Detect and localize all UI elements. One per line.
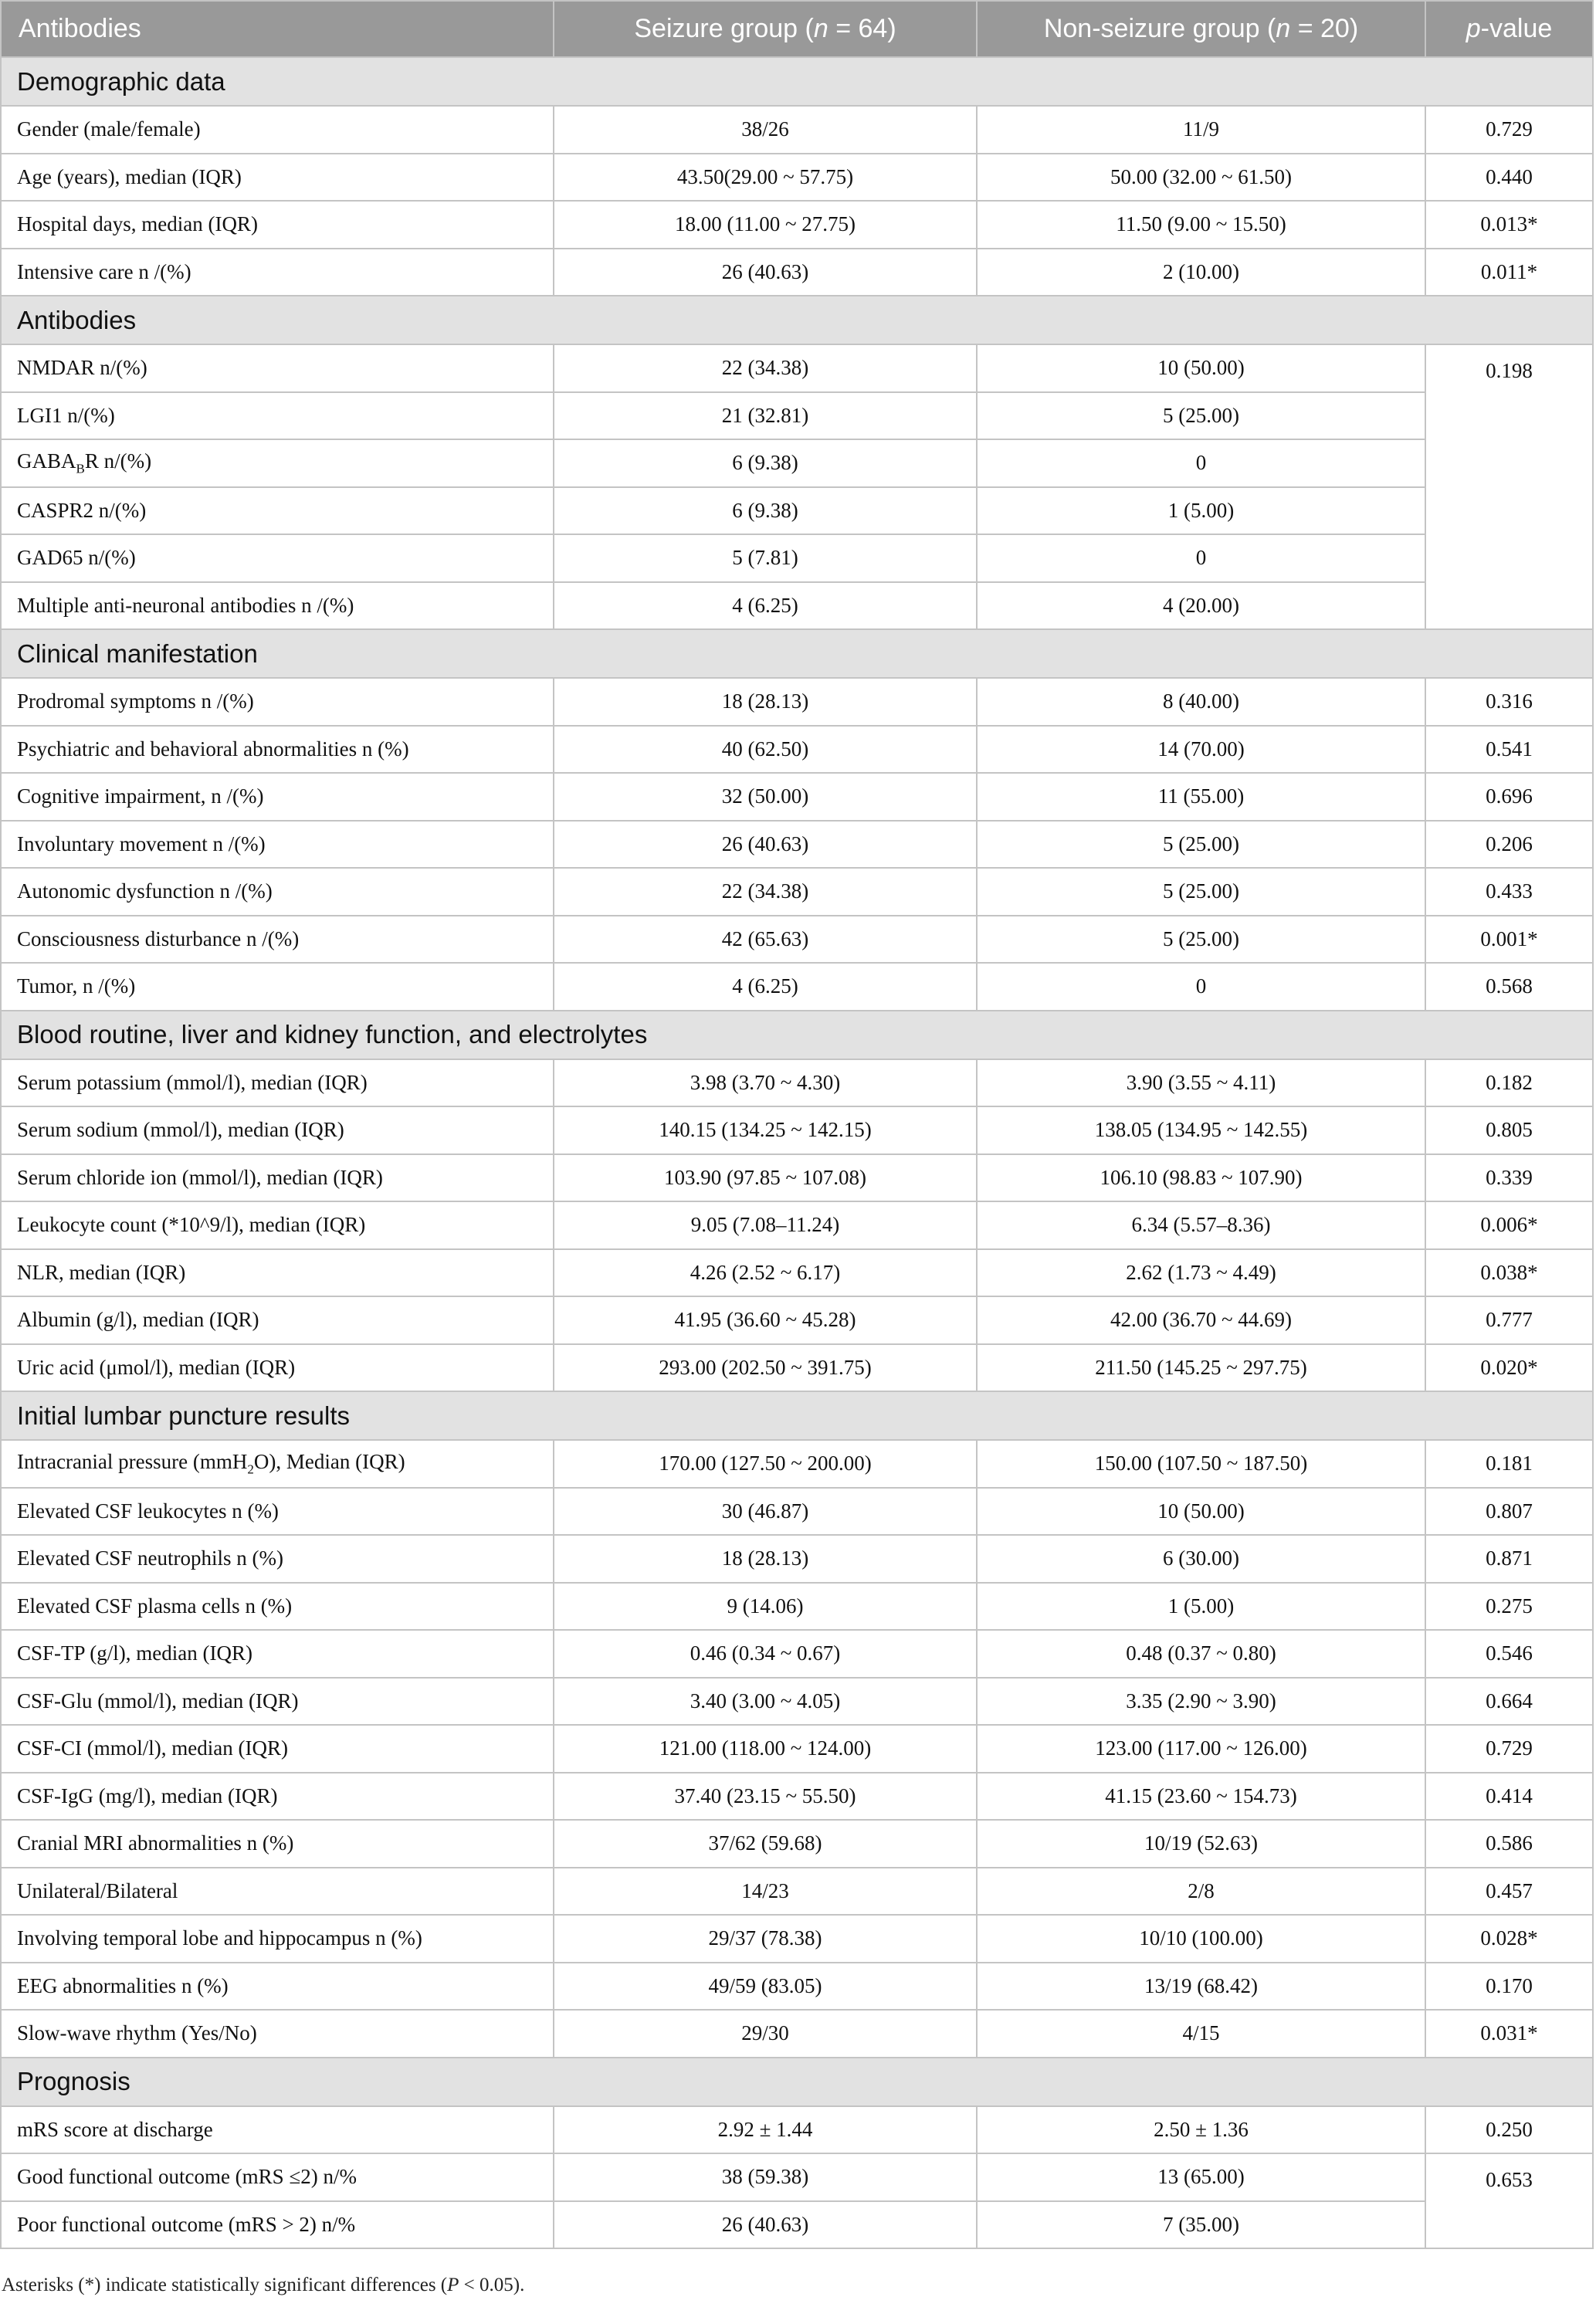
p-value: 0.038* [1425,1249,1593,1297]
seizure-group-value: 26 (40.63) [554,821,977,869]
row-label: LGI1 n/(%) [1,392,554,440]
row-label: Albumin (g/l), median (IQR) [1,1296,554,1344]
row-label: EEG abnormalities n (%) [1,1963,554,2011]
table-row [1,1868,1593,1916]
row-label: Elevated CSF plasma cells n (%) [1,1583,554,1631]
row-label: Serum sodium (mmol/l), median (IQR) [1,1106,554,1154]
table-row [1,1249,1593,1297]
row-label: NLR, median (IQR) [1,1249,554,1297]
table-row [1,249,1593,296]
row-label [1,1440,554,1488]
p-value: 0.198 [1425,344,1593,629]
table-row [1,726,1593,774]
p-value: 0.316 [1425,678,1593,726]
seizure-group-value: 4.26 (2.52 ~ 6.17) [554,1249,977,1297]
seizure-group-value: 29/37 (78.38) [554,1915,977,1963]
seizure-group-value: 2.92 ± 1.44 [554,2106,977,2154]
table-row [1,868,1593,916]
p-value: 0.440 [1425,154,1593,202]
p-value: 0.586 [1425,1820,1593,1868]
p-value: 0.807 [1425,1488,1593,1536]
table-row [1,344,1593,392]
section-header-row [1,296,1593,344]
row-label-part: O), Median (IQR) [253,1450,405,1474]
seizure-group-value: 22 (34.38) [554,344,977,392]
seizure-group-value: 29/30 [554,2010,977,2058]
seizure-group-value: 170.00 (127.50 ~ 200.00) [554,1440,977,1488]
row-label: CSF-CI (mmol/l), median (IQR) [1,1725,554,1773]
table-row [1,582,1593,630]
seizure-group-value: 140.15 (134.25 ~ 142.15) [554,1106,977,1154]
seizure-group-value: 21 (32.81) [554,392,977,440]
row-label: GAD65 n/(%) [1,534,554,582]
p-value: 0.871 [1425,1535,1593,1583]
table-row [1,678,1593,726]
table-row [1,1678,1593,1726]
row-label: Prodromal symptoms n /(%) [1,678,554,726]
seizure-group-value: 9 (14.06) [554,1583,977,1631]
p-value: 0.020* [1425,1344,1593,1392]
table-row [1,1106,1593,1154]
row-label: Uric acid (μmol/l), median (IQR) [1,1344,554,1392]
header-seizure-group: Seizure group (n = 64) [554,1,977,57]
non-seizure-group-value: 3.90 (3.55 ~ 4.11) [977,1059,1425,1107]
table-row [1,773,1593,821]
table-row [1,1201,1593,1249]
section-header-row [1,629,1593,678]
header-non-seizure-group: Non-seizure group (n = 20) [977,1,1425,57]
seizure-group-value: 43.50(29.00 ~ 57.75) [554,154,977,202]
row-label: Intensive care n /(%) [1,249,554,296]
seizure-group-value: 37/62 (59.68) [554,1820,977,1868]
non-seizure-group-value: 5 (25.00) [977,821,1425,869]
header-row [1,1,1593,57]
table-row [1,1535,1593,1583]
non-seizure-group-value: 150.00 (107.50 ~ 187.50) [977,1440,1425,1488]
non-seizure-group-value: 6.34 (5.57–8.36) [977,1201,1425,1249]
row-label: Multiple anti-neuronal antibodies n /(%) [1,582,554,630]
row-label: Involving temporal lobe and hippocampus n (%) [1,1915,554,1963]
p-value: 0.777 [1425,1296,1593,1344]
seizure-group-value: 9.05 (7.08–11.24) [554,1201,977,1249]
p-value: 0.028* [1425,1915,1593,1963]
table-row [1,106,1593,154]
table-body [1,57,1593,2248]
non-seizure-group-value: 41.15 (23.60 ~ 154.73) [977,1773,1425,1821]
table-row [1,439,1593,487]
table-row [1,1344,1593,1392]
row-label: Leukocyte count (*10^9/l), median (IQR) [1,1201,554,1249]
section-header-row [1,1391,1593,1440]
seizure-group-value: 18 (28.13) [554,678,977,726]
row-label: Gender (male/female) [1,106,554,154]
non-seizure-group-value: 50.00 (32.00 ~ 61.50) [977,154,1425,202]
non-seizure-group-value: 1 (5.00) [977,487,1425,535]
table-row [1,2010,1593,2058]
row-label: CSF-Glu (mmol/l), median (IQR) [1,1678,554,1726]
table-row [1,1773,1593,1821]
p-value: 0.546 [1425,1630,1593,1678]
table-row [1,1059,1593,1107]
table-row [1,154,1593,202]
non-seizure-group-value: 13 (65.00) [977,2153,1425,2201]
row-label: Poor functional outcome (mRS > 2) n/% [1,2201,554,2249]
seizure-group-value: 37.40 (23.15 ~ 55.50) [554,1773,977,1821]
table-row [1,1440,1593,1488]
p-value: 0.250 [1425,2106,1593,2154]
section-title: Blood routine, liver and kidney function, and electrolytes [1,1011,1593,1059]
row-label: Serum potassium (mmol/l), median (IQR) [1,1059,554,1107]
seizure-group-value: 103.90 (97.85 ~ 107.08) [554,1154,977,1202]
row-label [1,439,554,487]
seizure-group-value: 6 (9.38) [554,439,977,487]
seizure-group-value: 32 (50.00) [554,773,977,821]
p-value: 0.653 [1425,2153,1593,2248]
seizure-group-value: 5 (7.81) [554,534,977,582]
row-label: Unilateral/Bilateral [1,1868,554,1916]
table-row [1,1296,1593,1344]
section-header-row [1,1011,1593,1059]
seizure-group-value: 30 (46.87) [554,1488,977,1536]
row-label: Cranial MRI abnormalities n (%) [1,1820,554,1868]
row-label: Elevated CSF leukocytes n (%) [1,1488,554,1536]
table-row [1,2153,1593,2201]
non-seizure-group-value: 11/9 [977,106,1425,154]
seizure-group-value: 6 (9.38) [554,487,977,535]
table-row [1,2106,1593,2154]
row-label-part: R n/(%) [84,449,152,473]
row-label-part: GABA [17,449,76,473]
table-row [1,1630,1593,1678]
seizure-group-value: 3.40 (3.00 ~ 4.05) [554,1678,977,1726]
row-label: Cognitive impairment, n /(%) [1,773,554,821]
non-seizure-group-value: 8 (40.00) [977,678,1425,726]
non-seizure-group-value: 10/19 (52.63) [977,1820,1425,1868]
non-seizure-group-value: 11 (55.00) [977,773,1425,821]
footnote: Asterisks (*) indicate statistically significant differences (P < 0.05). [2,2275,525,2295]
non-seizure-group-value: 5 (25.00) [977,916,1425,964]
row-label: Consciousness disturbance n /(%) [1,916,554,964]
p-value: 0.206 [1425,821,1593,869]
non-seizure-group-value: 211.50 (145.25 ~ 297.75) [977,1344,1425,1392]
section-header-row [1,57,1593,106]
p-value: 0.339 [1425,1154,1593,1202]
non-seizure-group-value: 6 (30.00) [977,1535,1425,1583]
non-seizure-group-value: 1 (5.00) [977,1583,1425,1631]
p-value: 0.170 [1425,1963,1593,2011]
seizure-group-value: 38/26 [554,106,977,154]
p-value: 0.729 [1425,106,1593,154]
non-seizure-group-value: 14 (70.00) [977,726,1425,774]
row-label: Elevated CSF neutrophils n (%) [1,1535,554,1583]
p-value: 0.541 [1425,726,1593,774]
seizure-group-value: 41.95 (36.60 ~ 45.28) [554,1296,977,1344]
table-row [1,392,1593,440]
non-seizure-group-value: 0 [977,963,1425,1011]
seizure-group-value: 3.98 (3.70 ~ 4.30) [554,1059,977,1107]
p-value: 0.182 [1425,1059,1593,1107]
table-row [1,1583,1593,1631]
table-row [1,487,1593,535]
row-label: Good functional outcome (mRS ≤2) n/% [1,2153,554,2201]
seizure-group-value: 26 (40.63) [554,249,977,296]
p-value: 0.414 [1425,1773,1593,1821]
table-row [1,201,1593,249]
seizure-group-value: 40 (62.50) [554,726,977,774]
seizure-group-value: 4 (6.25) [554,963,977,1011]
p-value: 0.664 [1425,1678,1593,1726]
non-seizure-group-value: 2 (10.00) [977,249,1425,296]
row-label: Slow-wave rhythm (Yes/No) [1,2010,554,2058]
table-row [1,916,1593,964]
header-p-value: p-value [1425,1,1593,57]
seizure-group-value: 22 (34.38) [554,868,977,916]
non-seizure-group-value: 5 (25.00) [977,392,1425,440]
p-value: 0.275 [1425,1583,1593,1631]
non-seizure-group-value: 138.05 (134.95 ~ 142.55) [977,1106,1425,1154]
section-title: Initial lumbar puncture results [1,1391,1593,1440]
row-label: Psychiatric and behavioral abnormalities n (%) [1,726,554,774]
seizure-group-value: 18 (28.13) [554,1535,977,1583]
p-value: 0.006* [1425,1201,1593,1249]
non-seizure-group-value: 42.00 (36.70 ~ 44.69) [977,1296,1425,1344]
row-label: Involuntary movement n /(%) [1,821,554,869]
non-seizure-group-value: 2.62 (1.73 ~ 4.49) [977,1249,1425,1297]
p-value: 0.568 [1425,963,1593,1011]
header-antibodies: Antibodies [1,1,554,57]
non-seizure-group-value: 123.00 (117.00 ~ 126.00) [977,1725,1425,1773]
non-seizure-group-value: 11.50 (9.00 ~ 15.50) [977,201,1425,249]
row-label: CSF-TP (g/l), median (IQR) [1,1630,554,1678]
section-title: Clinical manifestation [1,629,1593,678]
table-row [1,1963,1593,2011]
p-value: 0.181 [1425,1440,1593,1488]
row-label: NMDAR n/(%) [1,344,554,392]
p-value: 0.001* [1425,916,1593,964]
table-row [1,1488,1593,1536]
table-row [1,534,1593,582]
row-label: Tumor, n /(%) [1,963,554,1011]
non-seizure-group-value: 106.10 (98.83 ~ 107.90) [977,1154,1425,1202]
p-value: 0.031* [1425,2010,1593,2058]
section-title: Antibodies [1,296,1593,344]
seizure-group-value: 26 (40.63) [554,2201,977,2249]
table-row [1,1725,1593,1773]
table-row [1,2201,1593,2249]
row-label: Age (years), median (IQR) [1,154,554,202]
non-seizure-group-value: 10/10 (100.00) [977,1915,1425,1963]
table-row [1,1154,1593,1202]
seizure-group-value: 42 (65.63) [554,916,977,964]
table-row [1,821,1593,869]
table-row [1,1915,1593,1963]
seizure-group-value: 14/23 [554,1868,977,1916]
row-label-part: Intracranial pressure (mmH [17,1450,248,1474]
non-seizure-group-value: 4 (20.00) [977,582,1425,630]
non-seizure-group-value: 2.50 ± 1.36 [977,2106,1425,2154]
seizure-group-value: 38 (59.38) [554,2153,977,2201]
non-seizure-group-value: 10 (50.00) [977,344,1425,392]
row-label: Serum chloride ion (mmol/l), median (IQR) [1,1154,554,1202]
non-seizure-group-value: 5 (25.00) [977,868,1425,916]
seizure-group-value: 293.00 (202.50 ~ 391.75) [554,1344,977,1392]
seizure-group-value: 18.00 (11.00 ~ 27.75) [554,201,977,249]
non-seizure-group-value: 7 (35.00) [977,2201,1425,2249]
non-seizure-group-value: 4/15 [977,2010,1425,2058]
non-seizure-group-value: 13/19 (68.42) [977,1963,1425,2011]
seizure-group-value: 4 (6.25) [554,582,977,630]
non-seizure-group-value: 10 (50.00) [977,1488,1425,1536]
non-seizure-group-value: 3.35 (2.90 ~ 3.90) [977,1678,1425,1726]
seizure-group-value: 0.46 (0.34 ~ 0.67) [554,1630,977,1678]
p-value: 0.696 [1425,773,1593,821]
table-row [1,963,1593,1011]
seizure-group-value: 121.00 (118.00 ~ 124.00) [554,1725,977,1773]
non-seizure-group-value: 0 [977,439,1425,487]
row-label: mRS score at discharge [1,2106,554,2154]
row-label: CSF-IgG (mg/l), median (IQR) [1,1773,554,1821]
section-header-row [1,2058,1593,2106]
p-value: 0.805 [1425,1106,1593,1154]
non-seizure-group-value: 0 [977,534,1425,582]
p-value: 0.729 [1425,1725,1593,1773]
p-value: 0.013* [1425,201,1593,249]
row-label-subscript: B [76,461,85,476]
non-seizure-group-value: 0.48 (0.37 ~ 0.80) [977,1630,1425,1678]
row-label: Autonomic dysfunction n /(%) [1,868,554,916]
section-title: Demographic data [1,57,1593,106]
non-seizure-group-value: 2/8 [977,1868,1425,1916]
p-value: 0.457 [1425,1868,1593,1916]
row-label: Hospital days, median (IQR) [1,201,554,249]
p-value: 0.011* [1425,249,1593,296]
table-row [1,1820,1593,1868]
row-label: CASPR2 n/(%) [1,487,554,535]
p-value: 0.433 [1425,868,1593,916]
seizure-group-value: 49/59 (83.05) [554,1963,977,2011]
section-title: Prognosis [1,2058,1593,2106]
row-label-subscript: 2 [247,1462,254,1477]
